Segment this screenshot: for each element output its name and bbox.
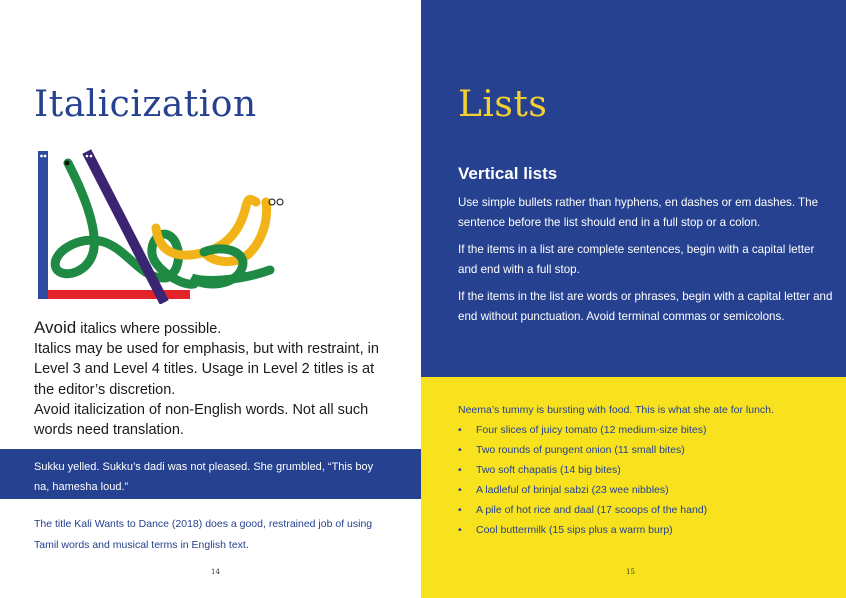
page-heading-lists: Lists (458, 84, 548, 125)
list-item: • Four slices of juicy tomato (12 medium-size bites) (458, 420, 818, 440)
bullet-icon: • (458, 504, 462, 516)
example-list (458, 420, 818, 540)
body-line-2: Italics may be used for emphasis, but with restraint, in Level 3 and Level 4 titles. Usage in Level 2 titles is at the editor’s discretion. (34, 341, 379, 398)
right-page (421, 0, 846, 598)
example-quote: Sukku yelled. Sukku’s dadi was not pleased. She grumbled, “This boy na, hamesha loud.” (34, 461, 374, 493)
bullet-icon: • (458, 444, 462, 456)
bullet-icon: • (458, 484, 462, 496)
lead-word: Avoid (34, 318, 77, 337)
body-line-1 (34, 318, 384, 339)
bullet-icon: • (458, 424, 462, 436)
example-intro: Neema’s tummy is bursting with food. This is what she ate for lunch. (458, 404, 774, 416)
example-quote-band (0, 449, 421, 499)
page-heading-italicization: Italicization (34, 84, 257, 125)
example-note: The title Kali Wants to Dance (2018) does a good, restrained job of using Tamil words and musical terms in English text. (34, 518, 373, 551)
list-item: • Two rounds of pungent onion (11 small bites) (458, 440, 818, 460)
letter-characters-illustration (34, 148, 290, 304)
page-number-left: 14 (211, 568, 220, 576)
rule-paragraph: Use simple bullets rather than hyphens, en dashes or em dashes. The sentence before the list should end in a full stop or a colon. (458, 196, 819, 229)
body-line-3: Avoid italicization of non-English words. Not all such words need translation. (34, 401, 369, 439)
list-item: • A ladleful of brinjal sabzi (23 wee nibbles) (458, 480, 818, 500)
bullet-icon: • (458, 464, 462, 476)
list-item: • Cool buttermilk (15 sips plus a warm burp) (458, 520, 818, 540)
bullet-icon: • (458, 524, 462, 536)
subheading-vertical-lists: Vertical lists (458, 164, 558, 183)
list-item: • A pile of hot rice and daal (17 scoops of the hand) (458, 500, 818, 520)
lead-rest: italics where possible. (76, 321, 222, 337)
left-page (0, 0, 421, 598)
rule-paragraph: If the items in a list are complete sentences, begin with a capital letter and end with a full stop. (458, 243, 815, 276)
list-rules (458, 193, 833, 334)
list-item: • Two soft chapatis (14 big bites) (458, 460, 818, 480)
page-number-right: 15 (626, 568, 635, 576)
rule-paragraph: If the items in the list are words or phrases, begin with a capital letter and end without punctuation. Avoid terminal commas or semicolons. (458, 290, 833, 323)
list-example (458, 400, 818, 540)
italicization-body (34, 318, 384, 440)
